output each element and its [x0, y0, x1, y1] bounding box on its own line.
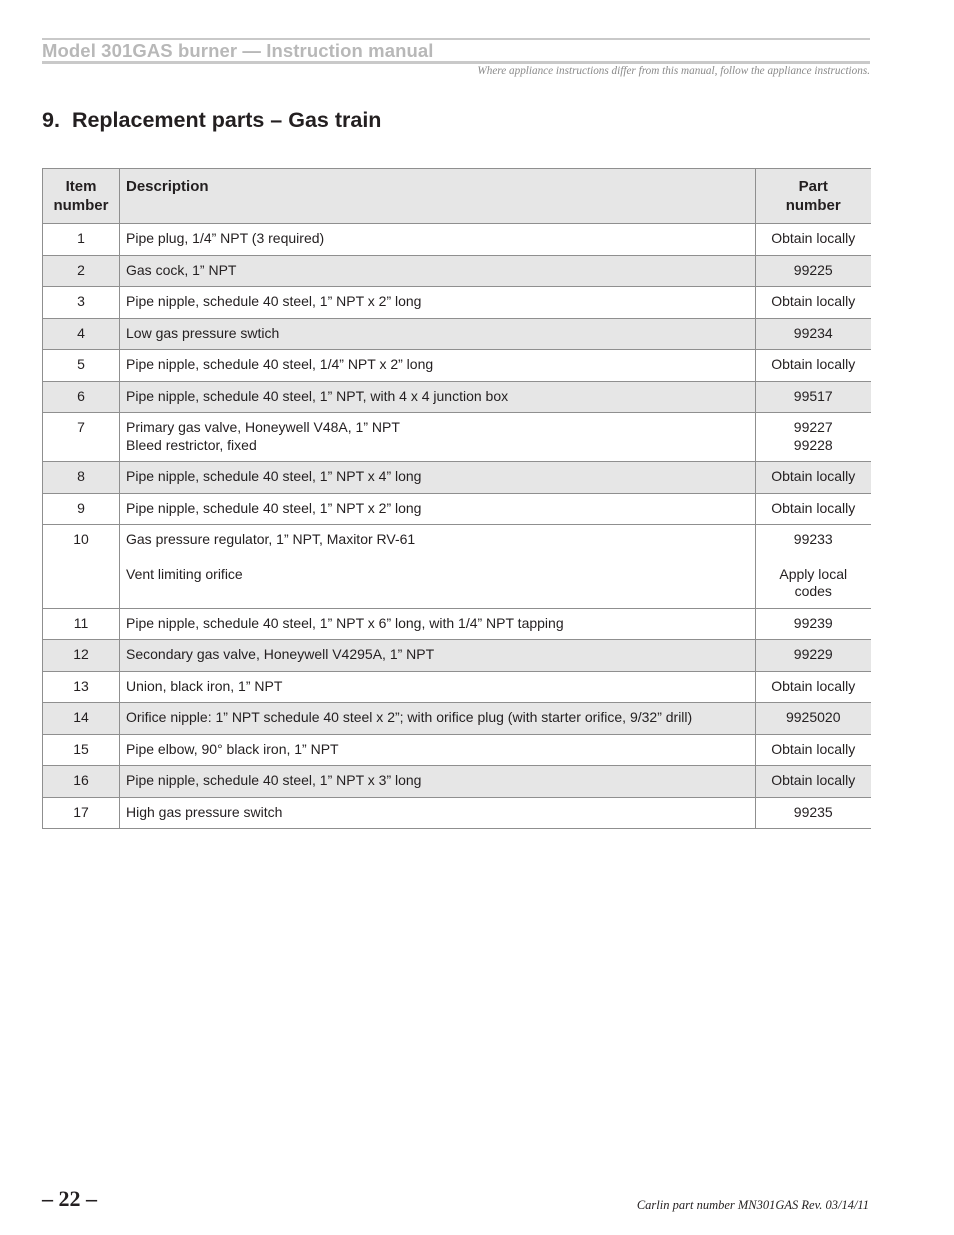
table-row — [43, 318, 871, 350]
description-cell — [120, 703, 756, 735]
description-line: Pipe nipple, schedule 40 steel, 1” NPT, with 4 x 4 junction box — [126, 387, 509, 404]
header-note: Where appliance instructions differ from this manual, follow the appliance instructions. — [477, 65, 870, 77]
description-cell — [120, 640, 756, 672]
description-line: Bleed restrictor, fixed — [126, 436, 257, 453]
description-cell — [120, 318, 756, 350]
table-row — [43, 350, 871, 382]
description-cell — [120, 734, 756, 766]
part-number-line: 99235 — [793, 803, 833, 820]
description-cell — [120, 493, 756, 525]
parts-table — [42, 168, 871, 829]
page-number: – 22 – — [42, 1186, 97, 1211]
description-line: Pipe elbow, 90° black iron, 1” NPT — [126, 740, 339, 757]
part-number-cell — [756, 525, 871, 609]
parts-table-body — [43, 224, 871, 829]
table-row — [43, 766, 871, 798]
item-number-cell: 14 — [43, 703, 120, 735]
description-cell — [120, 525, 756, 609]
item-number-cell: 13 — [43, 671, 120, 703]
item-number-cell: 17 — [43, 797, 120, 829]
item-number-cell: 11 — [43, 608, 120, 640]
description-line: Pipe nipple, schedule 40 steel, 1” NPT x 4” long — [126, 468, 422, 484]
part-number-line: Obtain locally — [771, 772, 856, 788]
section-title: Replacement parts – Gas train — [71, 108, 382, 132]
column-header-part-number: Part number — [756, 169, 871, 224]
item-number-cell: 16 — [43, 766, 120, 798]
part-number-line: 99229 — [793, 646, 833, 662]
part-number-cell — [756, 287, 871, 319]
table-header-row — [43, 169, 871, 224]
part-number-line — [762, 549, 865, 566]
description-line: Secondary gas valve, Honeywell V4295A, 1” NPT — [126, 646, 435, 662]
table-row — [43, 255, 871, 287]
part-number-cell — [756, 608, 871, 640]
table-row — [43, 608, 871, 640]
part-number-line: Obtain locally — [771, 468, 856, 484]
description-cell — [120, 608, 756, 640]
column-header-description: Description — [120, 169, 756, 224]
item-number-cell: 1 — [43, 224, 120, 256]
part-number-line: 99239 — [793, 614, 833, 631]
part-number-cell — [756, 734, 871, 766]
description-line: Gas cock, 1” NPT — [126, 261, 237, 278]
description-cell — [120, 224, 756, 256]
item-number-cell: 2 — [43, 255, 120, 287]
part-number-cell — [756, 255, 871, 287]
description-line: Pipe nipple, schedule 40 steel, 1” NPT x 2” long — [126, 293, 422, 309]
table-row — [43, 797, 871, 829]
table-row — [43, 224, 871, 256]
description-line: Pipe nipple, schedule 40 steel, 1” NPT x 2” long — [126, 499, 422, 516]
description-line: High gas pressure switch — [126, 803, 283, 820]
part-number-cell — [756, 381, 871, 413]
item-number-cell: 8 — [43, 462, 120, 494]
item-number-cell: 4 — [43, 318, 120, 350]
item-number-cell: 12 — [43, 640, 120, 672]
part-number-cell — [756, 766, 871, 798]
item-number-cell: 3 — [43, 287, 120, 319]
description-cell — [120, 287, 756, 319]
description-cell — [120, 381, 756, 413]
description-line: Vent limiting orifice — [126, 565, 243, 582]
section-number: 9. — [42, 108, 60, 132]
description-line — [126, 549, 749, 566]
part-number-cell — [756, 413, 871, 462]
part-number-cell — [756, 671, 871, 703]
table-row — [43, 525, 871, 609]
part-number-line: 9925020 — [785, 709, 841, 725]
part-number-line: 99234 — [793, 324, 833, 341]
table-row — [43, 413, 871, 462]
table-row — [43, 640, 871, 672]
description-cell — [120, 766, 756, 798]
description-line: Low gas pressure swtich — [126, 324, 280, 341]
description-line: Union, black iron, 1” NPT — [126, 677, 283, 694]
description-line: Orifice nipple: 1” NPT schedule 40 steel x 2”; with orifice plug (with starter orifice, 9/32” drill) — [126, 709, 693, 725]
table-row — [43, 381, 871, 413]
description-cell — [120, 413, 756, 462]
description-line: Pipe nipple, schedule 40 steel, 1/4” NPT x 2” long — [126, 356, 434, 372]
part-number-line: Obtain locally — [771, 677, 856, 694]
description-line: Gas pressure regulator, 1” NPT, Maxitor RV-61 — [126, 531, 416, 547]
part-number-line: Obtain locally — [771, 293, 856, 309]
table-row — [43, 462, 871, 494]
description-line: Pipe nipple, schedule 40 steel, 1” NPT x 3” long — [126, 772, 422, 788]
part-number-cell — [756, 350, 871, 382]
part-number-cell — [756, 318, 871, 350]
item-number-cell: 5 — [43, 350, 120, 382]
part-number-line: Apply local — [779, 565, 848, 582]
part-number-cell — [756, 797, 871, 829]
part-number-cell — [756, 640, 871, 672]
table-row — [43, 287, 871, 319]
description-line: Primary gas valve, Honeywell V48A, 1” NPT — [126, 419, 400, 435]
table-row — [43, 493, 871, 525]
table-row — [43, 734, 871, 766]
part-number-cell — [756, 462, 871, 494]
description-cell — [120, 255, 756, 287]
part-number-line: Obtain locally — [771, 230, 856, 246]
description-cell — [120, 350, 756, 382]
table-row — [43, 703, 871, 735]
description-cell — [120, 671, 756, 703]
part-number-line: 99233 — [793, 531, 833, 547]
description-line: Pipe plug, 1/4” NPT (3 required) — [126, 230, 325, 246]
item-number-cell: 10 — [43, 525, 120, 609]
part-number-line: 99227 — [793, 419, 833, 435]
item-number-cell: 9 — [43, 493, 120, 525]
item-number-cell: 15 — [43, 734, 120, 766]
item-number-cell: 6 — [43, 381, 120, 413]
part-number-line: 99228 — [793, 436, 833, 453]
document-title: Model 301GAS burner — Instruction manual — [42, 40, 434, 61]
part-number-line: Obtain locally — [771, 740, 856, 757]
part-number-line: 99517 — [793, 387, 833, 404]
table-row — [43, 671, 871, 703]
description-line: Pipe nipple, schedule 40 steel, 1” NPT x 6” long, with 1/4” NPT tapping — [126, 614, 564, 631]
part-number-line: Obtain locally — [771, 356, 856, 372]
section-heading — [42, 107, 381, 133]
item-number-cell: 7 — [43, 413, 120, 462]
description-cell — [120, 462, 756, 494]
part-number-line: codes — [794, 583, 832, 599]
part-number-cell — [756, 703, 871, 735]
footer-part-number: Carlin part number MN301GAS Rev. 03/14/11 — [636, 1198, 869, 1212]
column-header-item-number: Item number — [43, 169, 120, 224]
description-cell — [120, 797, 756, 829]
part-number-cell — [756, 224, 871, 256]
part-number-cell — [756, 493, 871, 525]
part-number-line: Obtain locally — [771, 499, 856, 516]
part-number-line: 99225 — [793, 261, 833, 278]
